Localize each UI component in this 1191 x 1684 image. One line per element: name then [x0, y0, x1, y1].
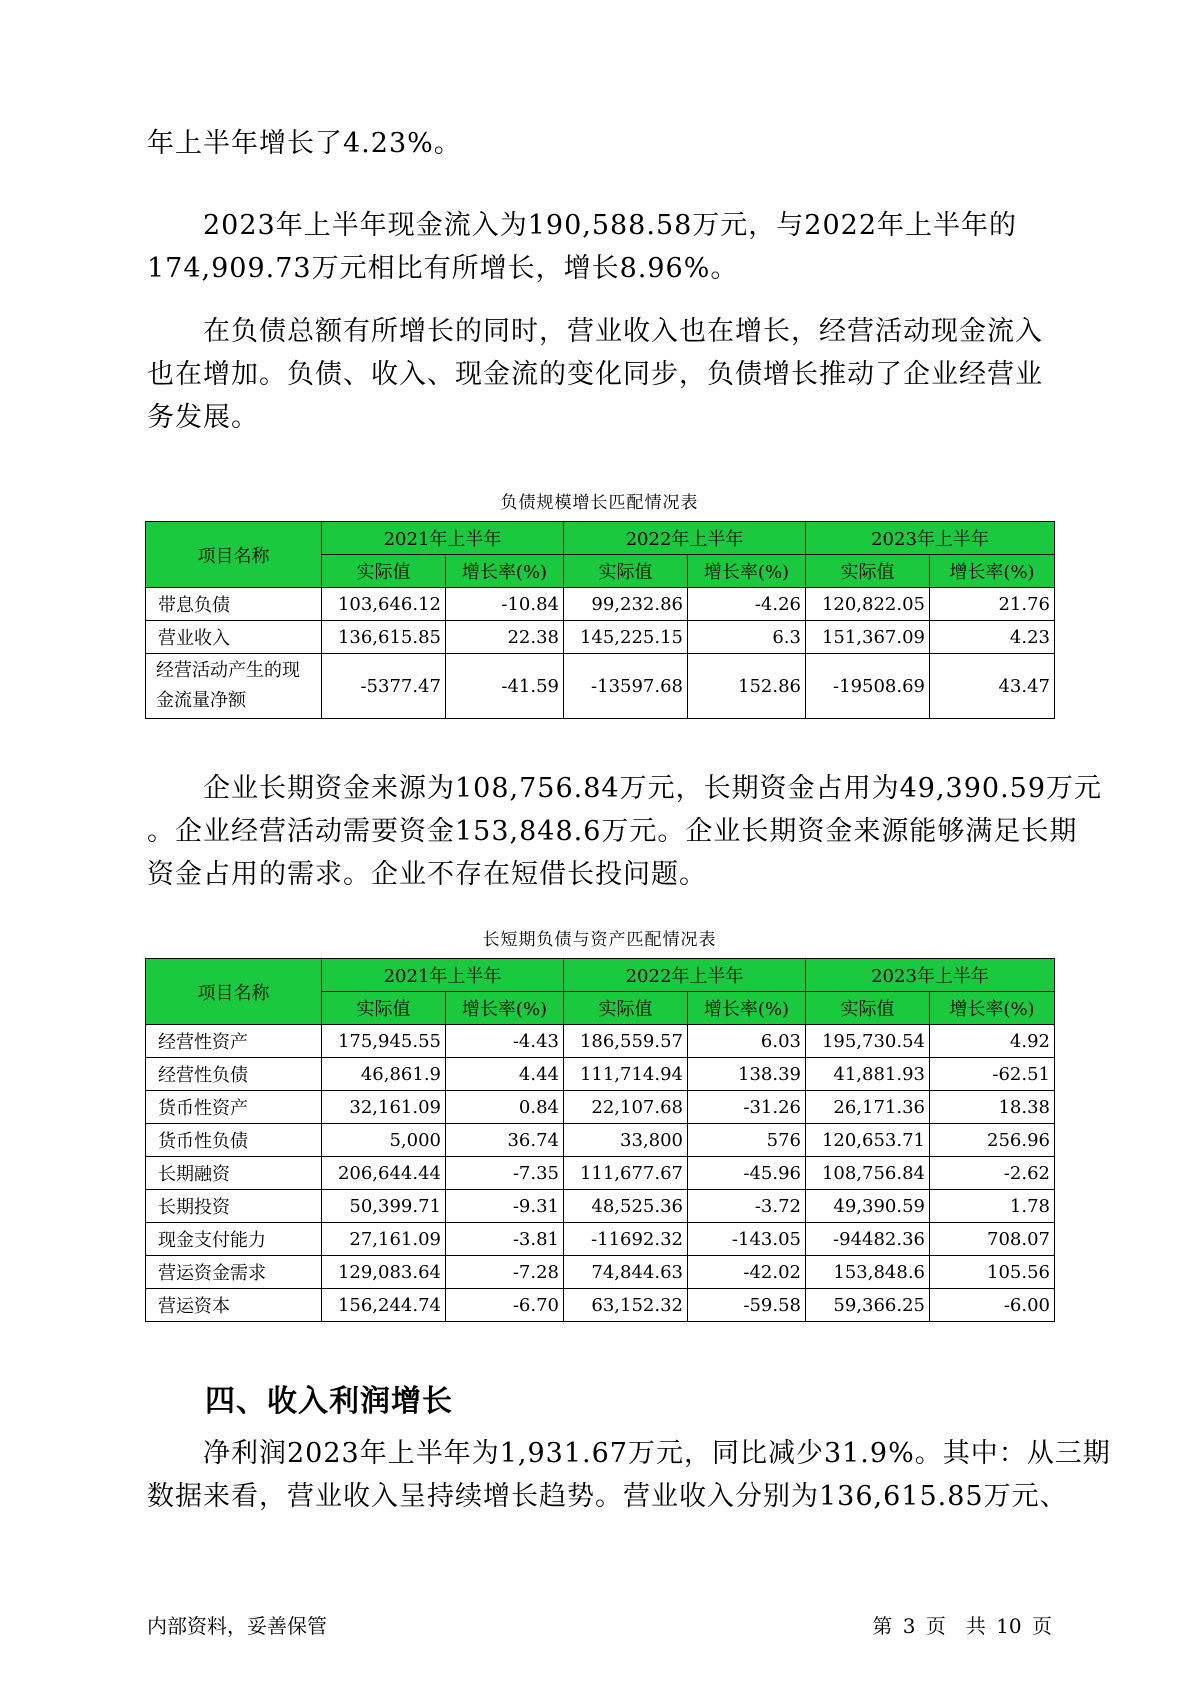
- cell-actual-value: 111,677.67: [564, 1157, 688, 1190]
- cell-growth-rate: 256.96: [930, 1124, 1055, 1157]
- cell-growth-rate: 36.74: [446, 1124, 564, 1157]
- paragraph-line: 净利润2023年上半年为1,931.67万元，同比减少31.9%。其中：从三期: [147, 1438, 1111, 1469]
- cell-actual-value: 186,559.57: [564, 1025, 688, 1058]
- paragraph-line: 。企业经营活动需要资金153,848.6万元。企业长期资金来源能够满足长期: [147, 816, 1078, 847]
- paragraph-line: 也在增加。负债、收入、现金流的变化同步，负债增长推动了企业经营业: [147, 359, 1043, 390]
- cell-actual-value: 5,000: [322, 1124, 446, 1157]
- paragraph-line: 企业长期资金来源为108,756.84万元，长期资金占用为49,390.59万元: [147, 773, 1103, 804]
- header-period: 2021年上半年: [322, 522, 564, 555]
- cell-actual-value: -94482.36: [806, 1223, 930, 1256]
- cell-growth-rate: 1.78: [930, 1190, 1055, 1223]
- cell-growth-rate: 0.84: [446, 1091, 564, 1124]
- table-row: [146, 1025, 1055, 1058]
- table-row: [146, 588, 1055, 621]
- row-item-name: 长期融资: [146, 1157, 322, 1190]
- header-actual: 实际值: [322, 555, 446, 588]
- cell-actual-value: 136,615.85: [322, 621, 446, 654]
- cell-growth-rate: 708.07: [930, 1223, 1055, 1256]
- cell-actual-value: -13597.68: [564, 654, 688, 719]
- liability-asset-match-table: [145, 958, 1055, 1322]
- paragraph-line: 年上半年增长了4.23%。: [147, 128, 462, 159]
- table-1-caption: 负债规模增长匹配情况表: [500, 493, 699, 513]
- table-2-body: [146, 1025, 1055, 1322]
- header-period: 2021年上半年: [322, 959, 564, 992]
- cell-actual-value: 99,232.86: [564, 588, 688, 621]
- header-item-name: 项目名称: [146, 522, 322, 588]
- table-row: [146, 1289, 1055, 1322]
- header-item-name: 项目名称: [146, 959, 322, 1025]
- cell-actual-value: 175,945.55: [322, 1025, 446, 1058]
- cell-growth-rate: -3.72: [688, 1190, 806, 1223]
- cell-actual-value: -11692.32: [564, 1223, 688, 1256]
- table-1-body: [146, 588, 1055, 719]
- row-item-name: 长期投资: [146, 1190, 322, 1223]
- row-item-name: 经营性负债: [146, 1058, 322, 1091]
- cell-growth-rate: 576: [688, 1124, 806, 1157]
- cell-growth-rate: -45.96: [688, 1157, 806, 1190]
- cell-actual-value: 156,244.74: [322, 1289, 446, 1322]
- row-item-name: 带息负债: [146, 588, 322, 621]
- cell-growth-rate: 6.03: [688, 1025, 806, 1058]
- row-item-name: 营运资金需求: [146, 1256, 322, 1289]
- cell-actual-value: 103,646.12: [322, 588, 446, 621]
- row-item-name: 营业收入: [146, 621, 322, 654]
- paragraph-line: 务发展。: [147, 402, 259, 433]
- row-item-name: 现金支付能力: [146, 1223, 322, 1256]
- paragraph-5: [147, 1432, 1111, 1518]
- cell-actual-value: 22,107.68: [564, 1091, 688, 1124]
- paragraph-3: [147, 310, 1052, 439]
- table-row: [146, 1157, 1055, 1190]
- cell-growth-rate: 22.38: [446, 621, 564, 654]
- table-row: [146, 1190, 1055, 1223]
- cell-actual-value: 50,399.71: [322, 1190, 446, 1223]
- table-row: [146, 1124, 1055, 1157]
- paragraph-line: 2023年上半年现金流入为190,588.58万元，与2022年上半年的: [147, 210, 1018, 241]
- cell-growth-rate: 138.39: [688, 1058, 806, 1091]
- cell-growth-rate: 43.47: [930, 654, 1055, 719]
- table-2-caption: 长短期负债与资产匹配情况表: [482, 930, 717, 950]
- section-heading: 四、收入利润增长: [205, 1384, 453, 1419]
- cell-actual-value: -19508.69: [806, 654, 930, 719]
- header-actual: 实际值: [806, 992, 930, 1025]
- header-period: 2022年上半年: [564, 522, 806, 555]
- header-period: 2022年上半年: [564, 959, 806, 992]
- cell-actual-value: 48,525.36: [564, 1190, 688, 1223]
- cell-actual-value: 33,800: [564, 1124, 688, 1157]
- cell-growth-rate: 21.76: [930, 588, 1055, 621]
- cell-actual-value: 41,881.93: [806, 1058, 930, 1091]
- header-growth: 增长率(%): [446, 555, 564, 588]
- header-growth: 增长率(%): [446, 992, 564, 1025]
- paragraph-1: [147, 122, 1052, 165]
- cell-actual-value: 46,861.9: [322, 1058, 446, 1091]
- cell-growth-rate: -4.26: [688, 588, 806, 621]
- cell-growth-rate: -3.81: [446, 1223, 564, 1256]
- cell-growth-rate: 4.92: [930, 1025, 1055, 1058]
- header-actual: 实际值: [806, 555, 930, 588]
- cell-growth-rate: 152.86: [688, 654, 806, 719]
- cell-actual-value: 151,367.09: [806, 621, 930, 654]
- cell-growth-rate: -7.28: [446, 1256, 564, 1289]
- row-item-name: 经营性资产: [146, 1025, 322, 1058]
- header-growth: 增长率(%): [930, 555, 1055, 588]
- paragraph-line: 174,909.73万元相比有所增长，增长8.96%。: [147, 253, 739, 284]
- header-period: 2023年上半年: [806, 959, 1055, 992]
- cell-actual-value: 120,653.71: [806, 1124, 930, 1157]
- cell-growth-rate: -6.00: [930, 1289, 1055, 1322]
- header-period: 2023年上半年: [806, 522, 1055, 555]
- cell-actual-value: 206,644.44: [322, 1157, 446, 1190]
- row-item-name: 营运资本: [146, 1289, 322, 1322]
- table-row: [146, 1223, 1055, 1256]
- cell-growth-rate: -2.62: [930, 1157, 1055, 1190]
- cell-growth-rate: 6.3: [688, 621, 806, 654]
- table-row: [146, 621, 1055, 654]
- cell-actual-value: 26,171.36: [806, 1091, 930, 1124]
- cell-growth-rate: -6.70: [446, 1289, 564, 1322]
- cell-growth-rate: -9.31: [446, 1190, 564, 1223]
- cell-actual-value: -5377.47: [322, 654, 446, 719]
- cell-actual-value: 153,848.6: [806, 1256, 930, 1289]
- paragraph-2: [147, 204, 1052, 290]
- cell-growth-rate: 105.56: [930, 1256, 1055, 1289]
- cell-actual-value: 49,390.59: [806, 1190, 930, 1223]
- cell-actual-value: 32,161.09: [322, 1091, 446, 1124]
- cell-actual-value: 129,083.64: [322, 1256, 446, 1289]
- paragraph-line: 在负债总额有所增长的同时，营业收入也在增长，经营活动现金流入: [147, 316, 1043, 347]
- paragraph-4: [147, 767, 1103, 896]
- header-actual: 实际值: [564, 555, 688, 588]
- header-growth: 增长率(%): [930, 992, 1055, 1025]
- table-row: [146, 1058, 1055, 1091]
- cell-growth-rate: -143.05: [688, 1223, 806, 1256]
- row-item-name: 货币性负债: [146, 1124, 322, 1157]
- cell-actual-value: 27,161.09: [322, 1223, 446, 1256]
- cell-growth-rate: 4.44: [446, 1058, 564, 1091]
- table-row: [146, 1256, 1055, 1289]
- footer-page-number: 第 3 页 共 10 页: [872, 1614, 1052, 1638]
- header-growth: 增长率(%): [688, 555, 806, 588]
- cell-actual-value: 108,756.84: [806, 1157, 930, 1190]
- cell-growth-rate: -7.35: [446, 1157, 564, 1190]
- footer-confidential-note: 内部资料，妥善保管: [147, 1614, 327, 1638]
- cell-actual-value: 111,714.94: [564, 1058, 688, 1091]
- cell-growth-rate: -31.26: [688, 1091, 806, 1124]
- cell-growth-rate: -62.51: [930, 1058, 1055, 1091]
- cell-growth-rate: -42.02: [688, 1256, 806, 1289]
- cell-growth-rate: -41.59: [446, 654, 564, 719]
- cell-actual-value: 59,366.25: [806, 1289, 930, 1322]
- cell-actual-value: 63,152.32: [564, 1289, 688, 1322]
- cell-actual-value: 120,822.05: [806, 588, 930, 621]
- cell-growth-rate: 18.38: [930, 1091, 1055, 1124]
- row-item-name: 经营活动产生的现金流量净额: [146, 654, 322, 719]
- paragraph-line: 资金占用的需求。企业不存在短借长投问题。: [147, 859, 707, 890]
- header-actual: 实际值: [564, 992, 688, 1025]
- cell-growth-rate: -59.58: [688, 1289, 806, 1322]
- paragraph-line: 数据来看，营业收入呈持续增长趋势。营业收入分别为136,615.85万元、: [147, 1481, 1068, 1512]
- cell-actual-value: 145,225.15: [564, 621, 688, 654]
- table-row: [146, 1091, 1055, 1124]
- row-item-name: 货币性资产: [146, 1091, 322, 1124]
- cell-actual-value: 195,730.54: [806, 1025, 930, 1058]
- cell-growth-rate: 4.23: [930, 621, 1055, 654]
- header-actual: 实际值: [322, 992, 446, 1025]
- cell-growth-rate: -10.84: [446, 588, 564, 621]
- table-row: [146, 654, 1055, 719]
- cell-growth-rate: -4.43: [446, 1025, 564, 1058]
- cell-actual-value: 74,844.63: [564, 1256, 688, 1289]
- debt-growth-table: [145, 521, 1055, 719]
- header-growth: 增长率(%): [688, 992, 806, 1025]
